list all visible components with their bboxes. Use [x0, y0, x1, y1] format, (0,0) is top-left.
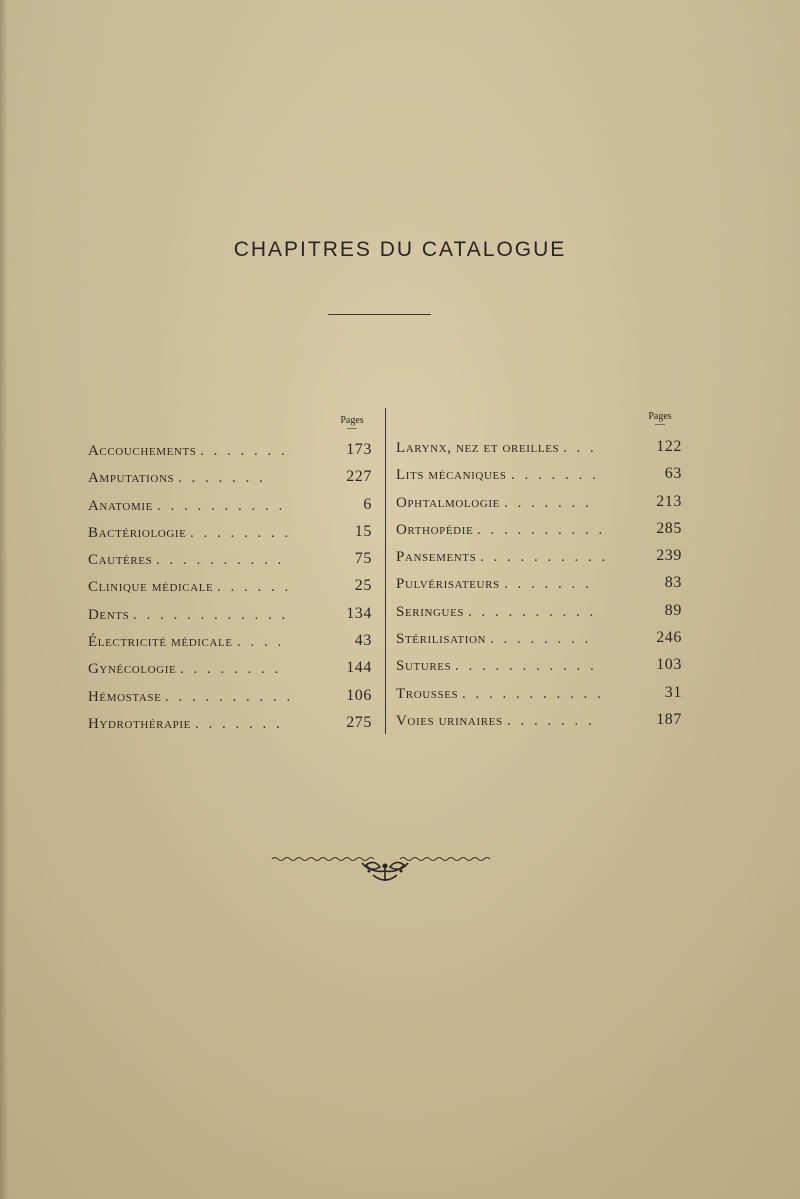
- chapter-name: Bactériologie: [88, 524, 187, 541]
- right-pages-header: [640, 411, 680, 428]
- chapter-page-number: 173: [346, 441, 372, 458]
- leader-dots: . . . . . . .: [200, 443, 288, 459]
- chapter-page-number: 285: [656, 519, 682, 537]
- leader-dots: . . . . . . . . . . .: [455, 658, 597, 675]
- right-pages-header-dash: —: [655, 419, 665, 430]
- left-pages-header-dash: —: [347, 423, 357, 434]
- leader-dots: . . . . . . . . . .: [468, 603, 597, 620]
- column-divider: [385, 408, 386, 734]
- chapter-page-number: 31: [664, 683, 682, 701]
- leader-dots: . . . . . . . .: [190, 524, 292, 541]
- chapter-name: Dents: [88, 606, 130, 623]
- chapter-entry: [396, 658, 686, 685]
- page-edge-shadow: [0, 0, 8, 1199]
- leader-dots: . . . . . . . .: [180, 661, 282, 678]
- chapter-page-number: 144: [346, 659, 372, 677]
- chapter-page-number: 83: [664, 574, 682, 592]
- chapter-page-number: 213: [656, 492, 682, 510]
- chapter-entry: [88, 443, 378, 470]
- leader-dots: . . . .: [237, 634, 285, 651]
- chapter-entry: [396, 710, 686, 740]
- chapter-name: Pulvérisateurs: [396, 576, 500, 593]
- chapter-name: Orthopédie: [396, 521, 474, 538]
- chapter-page-number: 75: [354, 550, 372, 568]
- left-chapter-list: [88, 443, 378, 743]
- chapter-page-number: 43: [354, 632, 372, 650]
- chapter-entry: [396, 549, 686, 576]
- chapter-page-number: 106: [346, 686, 372, 704]
- chapter-name: Gynécologie: [88, 661, 177, 678]
- chapter-name: Stérilisation: [396, 631, 487, 648]
- chapter-entry: [88, 579, 378, 606]
- leader-dots: . . .: [563, 440, 597, 456]
- leader-dots: . . . . . .: [217, 579, 292, 596]
- leader-dots: . . . . . . .: [195, 715, 283, 732]
- chapter-name: Ophtalmologie: [396, 494, 500, 511]
- chapter-name: Hydrothérapie: [88, 715, 191, 732]
- chapter-page-number: 134: [346, 604, 372, 622]
- page-title: CHAPITRES DU CATALOGUE: [233, 238, 567, 261]
- chapter-entry: [396, 601, 686, 631]
- chapter-entry: [396, 467, 686, 494]
- left-pages-header: [332, 415, 372, 432]
- leader-dots: . . . . . . .: [504, 494, 592, 511]
- leader-dots: . . . . . . . .: [490, 631, 592, 648]
- leader-dots: . . . . . . .: [178, 470, 266, 487]
- chapter-entry: [396, 631, 686, 658]
- chapter-page-number: 15: [354, 522, 372, 540]
- chapter-entry: [88, 713, 378, 743]
- chapter-page-number: 275: [346, 713, 372, 731]
- leader-dots: . . . . . . . . . .: [165, 688, 294, 705]
- chapter-name: Sutures: [396, 658, 452, 675]
- chapter-entry: [396, 683, 686, 713]
- leader-dots: . . . . . . .: [504, 576, 592, 593]
- chapter-entry: [396, 519, 686, 549]
- chapter-name: Larynx, nez et oreilles: [396, 440, 560, 456]
- chapter-entry: [88, 661, 378, 688]
- chapter-name: Voies urinaires: [396, 712, 503, 729]
- chapter-name: Trousses: [396, 685, 459, 702]
- chapter-name: Hémostase: [88, 688, 162, 705]
- chapter-page-number: 63: [664, 465, 682, 483]
- chapter-name: Accouchements: [88, 443, 197, 459]
- left-pages-header-label: Pages: [340, 415, 364, 426]
- chapter-entry: [396, 440, 686, 467]
- chapter-page-number: 227: [346, 468, 372, 486]
- chapter-name: Lits mécaniques: [396, 467, 507, 484]
- chapter-page-number: 103: [656, 656, 682, 674]
- right-chapter-list: [396, 440, 686, 740]
- chapter-entry: [88, 604, 378, 634]
- chapter-entry: [396, 576, 686, 603]
- fleuron-ornament: [270, 855, 500, 887]
- chapter-page-number: 89: [664, 601, 682, 619]
- chapter-entry: [88, 495, 378, 525]
- chapter-name: Anatomie: [88, 497, 153, 514]
- leader-dots: . . . . . . .: [511, 467, 599, 484]
- chapter-entry: [88, 552, 378, 579]
- chapter-page-number: 239: [656, 547, 682, 565]
- chapter-entry: [88, 522, 378, 552]
- leader-dots: . . . . . . . . . .: [480, 549, 609, 566]
- chapter-page-number: 25: [354, 577, 372, 595]
- chapter-entry: [396, 492, 686, 522]
- leader-dots: . . . . . . . . . . .: [462, 685, 604, 702]
- chapter-name: Clinique médicale: [88, 579, 214, 596]
- leader-dots: . . . . . . . . . .: [156, 552, 285, 569]
- chapter-page-number: 187: [656, 710, 682, 728]
- chapter-page-number: 6: [363, 495, 372, 513]
- chapter-page-number: 246: [656, 629, 682, 647]
- chapter-name: Seringues: [396, 603, 465, 620]
- chapter-name: Pansements: [396, 549, 477, 566]
- leader-dots: . . . . . . . . . . . .: [133, 606, 289, 623]
- chapter-page-number: 122: [656, 438, 682, 455]
- title-rule: [328, 314, 431, 315]
- chapter-entry: [88, 634, 378, 661]
- leader-dots: . . . . . . . . . .: [477, 521, 606, 538]
- chapter-name: Cautères: [88, 552, 153, 569]
- right-pages-header-label: Pages: [648, 411, 672, 422]
- chapter-entry: [88, 470, 378, 497]
- chapter-entry: [88, 686, 378, 716]
- chapter-name: Amputations: [88, 470, 175, 487]
- leader-dots: . . . . . . .: [507, 712, 595, 729]
- leader-dots: . . . . . . . . . .: [157, 497, 286, 514]
- chapter-name: Électricité médicale: [88, 634, 233, 651]
